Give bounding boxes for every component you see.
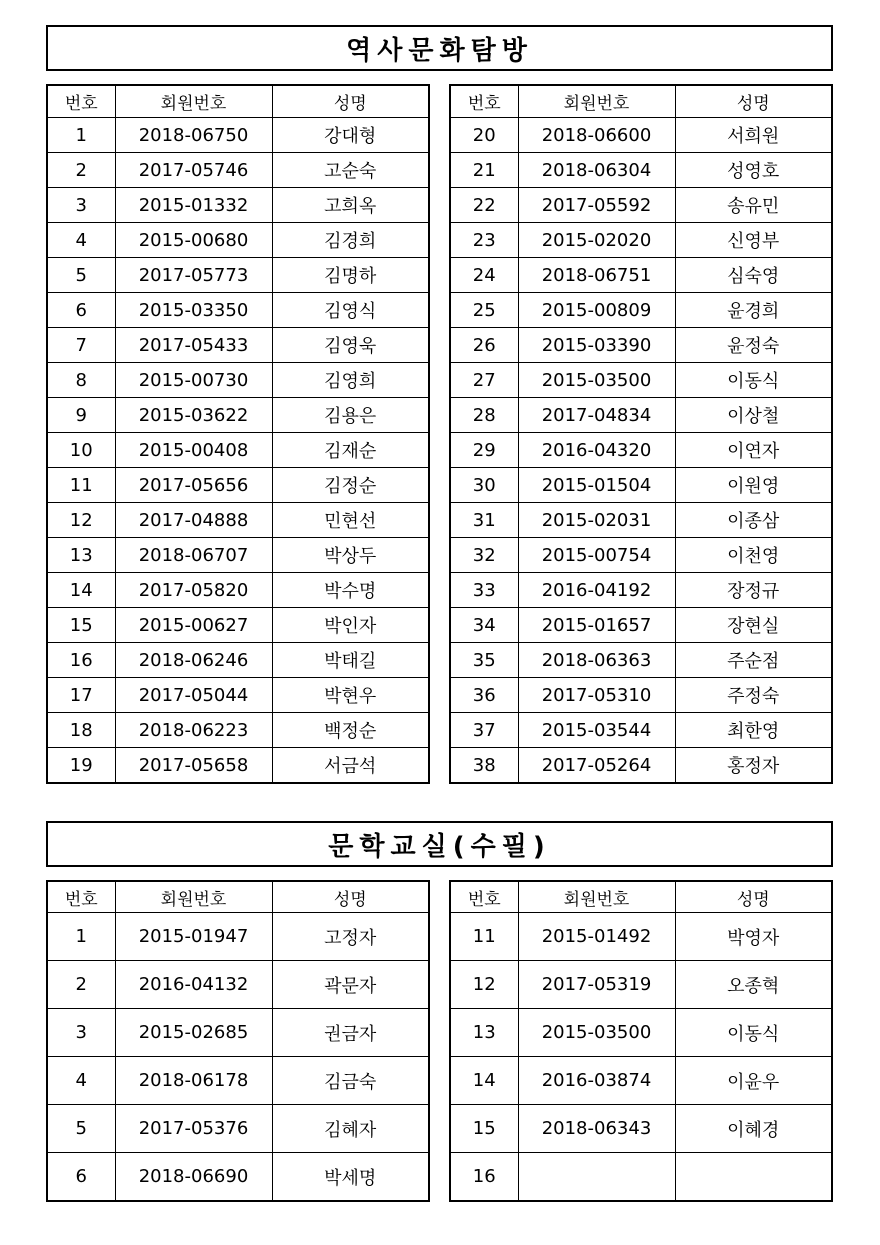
- cell-member-id: [518, 1153, 675, 1202]
- cell-name: 최한영: [675, 713, 832, 748]
- table-row: [450, 223, 832, 258]
- table-row: [47, 678, 429, 713]
- cell-name: 박상두: [272, 538, 429, 573]
- cell-no: 9: [47, 398, 115, 433]
- table-row: [47, 293, 429, 328]
- cell-no: 2: [47, 153, 115, 188]
- cell-no: 19: [47, 748, 115, 784]
- table-header-row: [47, 85, 429, 118]
- cell-no: 34: [450, 608, 518, 643]
- table-row: [47, 223, 429, 258]
- cell-no: 18: [47, 713, 115, 748]
- cell-member-id: 2017-05376: [115, 1105, 272, 1153]
- cell-member-id: 2015-03390: [518, 328, 675, 363]
- cell-name: 이혜경: [675, 1105, 832, 1153]
- table-row: [47, 468, 429, 503]
- cell-member-id: 2017-05820: [115, 573, 272, 608]
- cell-name: 이상철: [675, 398, 832, 433]
- table-row: [450, 328, 832, 363]
- cell-member-id: 2018-06246: [115, 643, 272, 678]
- table-row: [450, 293, 832, 328]
- cell-member-id: 2015-00809: [518, 293, 675, 328]
- cell-member-id: 2018-06223: [115, 713, 272, 748]
- cell-member-id: 2017-04888: [115, 503, 272, 538]
- cell-no: 1: [47, 118, 115, 153]
- cell-name: 김재순: [272, 433, 429, 468]
- cell-name: 성영호: [675, 153, 832, 188]
- cell-name: 심숙영: [675, 258, 832, 293]
- table-header-row: [450, 85, 832, 118]
- table-row: [47, 398, 429, 433]
- cell-no: 16: [450, 1153, 518, 1202]
- table-row: [47, 913, 429, 961]
- cell-name: 주정숙: [675, 678, 832, 713]
- table-row: [450, 258, 832, 293]
- cell-name: 김정순: [272, 468, 429, 503]
- cell-name: 박인자: [272, 608, 429, 643]
- literature-class-table-left: [46, 880, 430, 1202]
- cell-member-id: 2018-06751: [518, 258, 675, 293]
- table-row: [450, 363, 832, 398]
- cell-name: 김용은: [272, 398, 429, 433]
- cell-no: 16: [47, 643, 115, 678]
- table-row: [450, 678, 832, 713]
- cell-member-id: 2016-04320: [518, 433, 675, 468]
- cell-member-id: 2015-01504: [518, 468, 675, 503]
- cell-member-id: 2015-03622: [115, 398, 272, 433]
- cell-name: 오종혁: [675, 961, 832, 1009]
- table-row: [450, 118, 832, 153]
- cell-no: 38: [450, 748, 518, 784]
- cell-member-id: 2016-04192: [518, 573, 675, 608]
- cell-name: 곽문자: [272, 961, 429, 1009]
- cell-name: 박태길: [272, 643, 429, 678]
- cell-name: 김명하: [272, 258, 429, 293]
- history-tour-table-left: [46, 84, 430, 784]
- table-row: [450, 643, 832, 678]
- cell-member-id: 2015-03500: [518, 1009, 675, 1057]
- header-member-id: 회원번호: [518, 881, 675, 913]
- cell-name: 송유민: [675, 188, 832, 223]
- cell-member-id: 2017-05319: [518, 961, 675, 1009]
- cell-name: 김영욱: [272, 328, 429, 363]
- header-name: 성명: [272, 881, 429, 913]
- cell-name: 민현선: [272, 503, 429, 538]
- table-row: [450, 1057, 832, 1105]
- cell-name: 박세명: [272, 1153, 429, 1202]
- cell-no: 7: [47, 328, 115, 363]
- cell-no: 23: [450, 223, 518, 258]
- cell-no: 20: [450, 118, 518, 153]
- history-tour-table-right: [449, 84, 833, 784]
- cell-no: 31: [450, 503, 518, 538]
- cell-name: 홍정자: [675, 748, 832, 784]
- cell-name: 이원영: [675, 468, 832, 503]
- cell-no: 6: [47, 293, 115, 328]
- cell-member-id: 2018-06343: [518, 1105, 675, 1153]
- cell-member-id: 2018-06304: [518, 153, 675, 188]
- cell-no: 15: [47, 608, 115, 643]
- table-row: [47, 118, 429, 153]
- table-row: [450, 503, 832, 538]
- table-row: [450, 1105, 832, 1153]
- cell-name: 김영식: [272, 293, 429, 328]
- cell-name: 박영자: [675, 913, 832, 961]
- cell-member-id: 2018-06690: [115, 1153, 272, 1202]
- cell-member-id: 2018-06363: [518, 643, 675, 678]
- cell-member-id: 2015-00680: [115, 223, 272, 258]
- cell-name: 김혜자: [272, 1105, 429, 1153]
- cell-no: 37: [450, 713, 518, 748]
- cell-name: 윤정숙: [675, 328, 832, 363]
- cell-name: 박수명: [272, 573, 429, 608]
- header-member-id: 회원번호: [115, 85, 272, 118]
- cell-name: 김금숙: [272, 1057, 429, 1105]
- cell-no: 17: [47, 678, 115, 713]
- table-row: [450, 433, 832, 468]
- table-row: [47, 328, 429, 363]
- literature-class-table-right: [449, 880, 833, 1202]
- cell-name: 박현우: [272, 678, 429, 713]
- cell-name: 이종삼: [675, 503, 832, 538]
- cell-member-id: 2017-05310: [518, 678, 675, 713]
- cell-member-id: 2018-06600: [518, 118, 675, 153]
- header-name: 성명: [675, 85, 832, 118]
- cell-no: 8: [47, 363, 115, 398]
- cell-member-id: 2017-05773: [115, 258, 272, 293]
- cell-member-id: 2015-00754: [518, 538, 675, 573]
- table-header-row: [450, 881, 832, 913]
- cell-no: 26: [450, 328, 518, 363]
- cell-no: 4: [47, 1057, 115, 1105]
- cell-no: 12: [47, 503, 115, 538]
- cell-member-id: 2015-02685: [115, 1009, 272, 1057]
- header-member-id: 회원번호: [518, 85, 675, 118]
- cell-no: 4: [47, 223, 115, 258]
- table-row: [450, 1153, 832, 1202]
- cell-no: 13: [450, 1009, 518, 1057]
- table-row: [450, 188, 832, 223]
- cell-name: 김영희: [272, 363, 429, 398]
- cell-name: 서금석: [272, 748, 429, 784]
- cell-member-id: 2016-04132: [115, 961, 272, 1009]
- cell-name: 강대형: [272, 118, 429, 153]
- cell-name: 윤경희: [675, 293, 832, 328]
- header-name: 성명: [272, 85, 429, 118]
- table-row: [47, 188, 429, 223]
- cell-name: 고순숙: [272, 153, 429, 188]
- cell-member-id: 2017-05658: [115, 748, 272, 784]
- cell-member-id: 2018-06707: [115, 538, 272, 573]
- cell-name: 이연자: [675, 433, 832, 468]
- cell-no: 15: [450, 1105, 518, 1153]
- table-row: [450, 961, 832, 1009]
- cell-member-id: 2015-01947: [115, 913, 272, 961]
- cell-name: 주순점: [675, 643, 832, 678]
- cell-member-id: 2017-05433: [115, 328, 272, 363]
- table-row: [450, 398, 832, 433]
- cell-name: 이천영: [675, 538, 832, 573]
- table-row: [47, 1009, 429, 1057]
- cell-name: [675, 1153, 832, 1202]
- cell-no: 5: [47, 258, 115, 293]
- cell-no: 21: [450, 153, 518, 188]
- table-row: [47, 363, 429, 398]
- cell-no: 6: [47, 1153, 115, 1202]
- table-row: [47, 153, 429, 188]
- section-title-history-tour: 역사문화탐방: [46, 25, 833, 71]
- cell-no: 1: [47, 913, 115, 961]
- cell-no: 3: [47, 1009, 115, 1057]
- cell-no: 14: [450, 1057, 518, 1105]
- table-row: [450, 748, 832, 784]
- cell-no: 11: [450, 913, 518, 961]
- cell-member-id: 2018-06178: [115, 1057, 272, 1105]
- table-row: [450, 913, 832, 961]
- cell-member-id: 2015-01657: [518, 608, 675, 643]
- cell-member-id: 2015-02031: [518, 503, 675, 538]
- cell-no: 32: [450, 538, 518, 573]
- cell-member-id: 2015-03544: [518, 713, 675, 748]
- cell-name: 백정순: [272, 713, 429, 748]
- cell-name: 장정규: [675, 573, 832, 608]
- table-row: [450, 713, 832, 748]
- table-row: [47, 1105, 429, 1153]
- cell-no: 5: [47, 1105, 115, 1153]
- cell-member-id: 2015-00627: [115, 608, 272, 643]
- table-row: [450, 468, 832, 503]
- cell-no: 29: [450, 433, 518, 468]
- cell-name: 이동식: [675, 1009, 832, 1057]
- cell-name: 신영부: [675, 223, 832, 258]
- table-row: [47, 538, 429, 573]
- table-row: [47, 608, 429, 643]
- header-no: 번호: [450, 85, 518, 118]
- table-row: [47, 748, 429, 784]
- table-row: [47, 1153, 429, 1202]
- cell-no: 36: [450, 678, 518, 713]
- cell-member-id: 2018-06750: [115, 118, 272, 153]
- cell-no: 35: [450, 643, 518, 678]
- header-name: 성명: [675, 881, 832, 913]
- table-row: [47, 258, 429, 293]
- table-row: [450, 1009, 832, 1057]
- cell-no: 33: [450, 573, 518, 608]
- cell-member-id: 2017-05264: [518, 748, 675, 784]
- cell-no: 14: [47, 573, 115, 608]
- cell-no: 30: [450, 468, 518, 503]
- cell-name: 이윤우: [675, 1057, 832, 1105]
- table-row: [450, 608, 832, 643]
- header-no: 번호: [47, 881, 115, 913]
- table-row: [47, 433, 429, 468]
- cell-name: 권금자: [272, 1009, 429, 1057]
- cell-member-id: 2015-00730: [115, 363, 272, 398]
- cell-no: 2: [47, 961, 115, 1009]
- cell-name: 이동식: [675, 363, 832, 398]
- cell-no: 24: [450, 258, 518, 293]
- cell-member-id: 2017-05592: [518, 188, 675, 223]
- cell-member-id: 2016-03874: [518, 1057, 675, 1105]
- section-title-literature-class: 문학교실(수필): [46, 821, 833, 867]
- cell-member-id: 2015-01492: [518, 913, 675, 961]
- cell-name: 김경희: [272, 223, 429, 258]
- cell-no: 11: [47, 468, 115, 503]
- cell-name: 고희옥: [272, 188, 429, 223]
- cell-no: 25: [450, 293, 518, 328]
- header-no: 번호: [47, 85, 115, 118]
- cell-no: 10: [47, 433, 115, 468]
- cell-member-id: 2015-02020: [518, 223, 675, 258]
- cell-no: 12: [450, 961, 518, 1009]
- cell-member-id: 2015-00408: [115, 433, 272, 468]
- cell-no: 22: [450, 188, 518, 223]
- table-row: [47, 713, 429, 748]
- cell-name: 장현실: [675, 608, 832, 643]
- cell-no: 27: [450, 363, 518, 398]
- table-row: [450, 538, 832, 573]
- cell-member-id: 2017-05656: [115, 468, 272, 503]
- cell-name: 고정자: [272, 913, 429, 961]
- header-member-id: 회원번호: [115, 881, 272, 913]
- cell-member-id: 2017-05044: [115, 678, 272, 713]
- table-row: [47, 1057, 429, 1105]
- table-row: [47, 961, 429, 1009]
- cell-no: 28: [450, 398, 518, 433]
- cell-no: 3: [47, 188, 115, 223]
- table-row: [47, 503, 429, 538]
- cell-member-id: 2015-03500: [518, 363, 675, 398]
- cell-member-id: 2017-05746: [115, 153, 272, 188]
- cell-no: 13: [47, 538, 115, 573]
- cell-member-id: 2017-04834: [518, 398, 675, 433]
- cell-member-id: 2015-01332: [115, 188, 272, 223]
- table-row: [450, 573, 832, 608]
- table-row: [450, 153, 832, 188]
- cell-name: 서희원: [675, 118, 832, 153]
- table-row: [47, 643, 429, 678]
- table-row: [47, 573, 429, 608]
- cell-member-id: 2015-03350: [115, 293, 272, 328]
- table-header-row: [47, 881, 429, 913]
- header-no: 번호: [450, 881, 518, 913]
